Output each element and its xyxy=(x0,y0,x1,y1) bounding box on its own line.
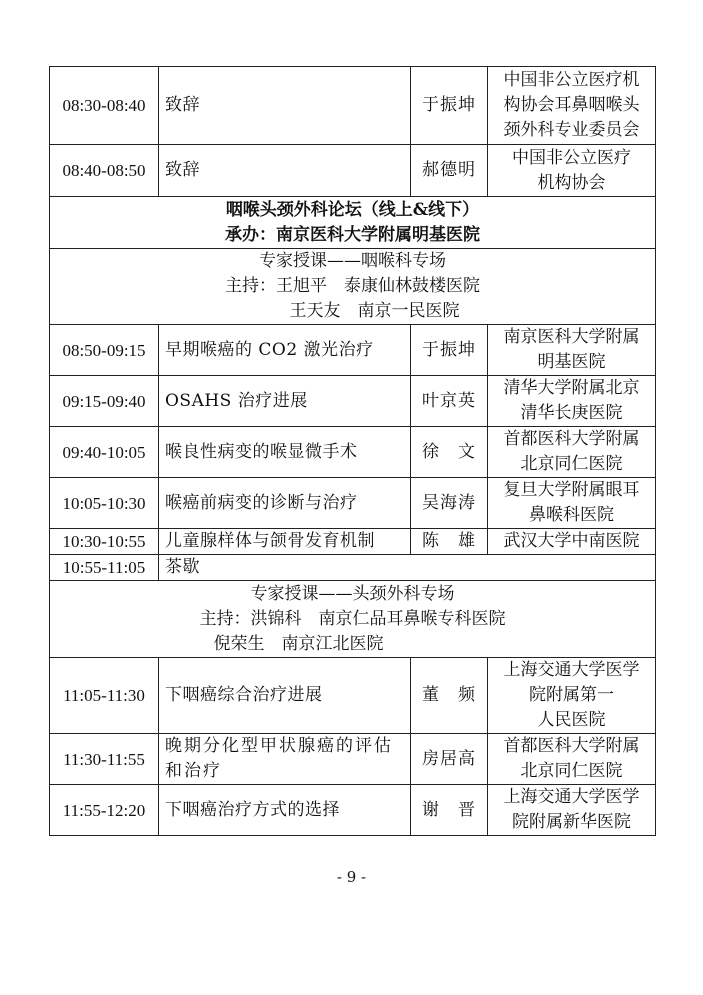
topic-cell: 致辞 xyxy=(159,67,411,145)
forum-title: 咽喉头颈外科论坛（线上&线下） xyxy=(225,199,480,220)
session-header xyxy=(50,581,656,658)
topic-cell: 喉癌前病变的诊断与治疗 xyxy=(159,478,411,529)
session-header-row xyxy=(50,581,656,658)
org-line: 颈外科专业委员会 xyxy=(503,120,640,140)
topic-cell: 下咽癌治疗方式的选择 xyxy=(159,785,411,836)
forum-header-row xyxy=(50,197,656,249)
time-cell: 10:55-11:05 xyxy=(50,555,159,581)
speaker-cell: 谢 晋 xyxy=(411,785,488,836)
time-cell: 09:40-10:05 xyxy=(50,427,159,478)
topic-cell: 晚期分化型甲状腺癌的评估和治疗 xyxy=(159,734,411,785)
org-line: 清华长庚医院 xyxy=(520,403,623,423)
schedule-row xyxy=(50,325,656,376)
time-cell: 08:40-08:50 xyxy=(50,145,159,197)
org-cell xyxy=(488,325,656,376)
time-cell: 11:30-11:55 xyxy=(50,734,159,785)
speaker-cell: 吴海涛 xyxy=(411,478,488,529)
session-chair: 倪荣生 南京江北医院 xyxy=(213,633,384,654)
org-line: 鼻喉科医院 xyxy=(529,505,614,525)
org-line: 上海交通大学医学 xyxy=(503,660,640,680)
schedule-table xyxy=(49,66,656,836)
org-line: 武汉大学中南医院 xyxy=(503,531,640,551)
time-cell: 08:50-09:15 xyxy=(50,325,159,376)
topic-cell: 喉良性病变的喉显微手术 xyxy=(159,427,411,478)
schedule-row xyxy=(50,529,656,555)
schedule-row xyxy=(50,427,656,478)
org-cell xyxy=(488,67,656,145)
org-cell xyxy=(488,734,656,785)
speaker-cell: 陈 雄 xyxy=(411,529,488,555)
session-header-row xyxy=(50,249,656,325)
org-line: 中国非公立医疗机 xyxy=(503,70,640,90)
org-line: 明基医院 xyxy=(537,352,606,372)
topic-cell: 儿童腺样体与颌骨发育机制 xyxy=(159,529,411,555)
org-line: 人民医院 xyxy=(537,710,606,730)
time-cell: 11:05-11:30 xyxy=(50,658,159,734)
session-title: 专家授课——头颈外科专场 xyxy=(250,583,455,604)
org-cell xyxy=(488,658,656,734)
session-chair: 主持：王旭平 泰康仙林鼓楼医院 xyxy=(225,276,480,296)
org-line: 院附属第一 xyxy=(529,685,614,705)
topic-cell: 下咽癌综合治疗进展 xyxy=(159,658,411,734)
speaker-cell: 董 频 xyxy=(411,658,488,734)
speaker-cell: 于振坤 xyxy=(411,67,488,145)
schedule-row xyxy=(50,145,656,197)
session-chair: 王天友 南京一民医院 xyxy=(289,301,460,321)
time-cell: 10:30-10:55 xyxy=(50,529,159,555)
org-line: 机构协会 xyxy=(537,172,606,193)
schedule-row xyxy=(50,478,656,529)
time-cell: 09:15-09:40 xyxy=(50,376,159,427)
speaker-cell: 于振坤 xyxy=(411,325,488,376)
org-cell xyxy=(488,376,656,427)
forum-header xyxy=(50,197,656,249)
forum-host: 承办：南京医科大学附属明基医院 xyxy=(225,224,480,245)
schedule-row xyxy=(50,734,656,785)
org-line: 上海交通大学医学 xyxy=(503,787,640,807)
schedule-row xyxy=(50,785,656,836)
org-cell xyxy=(488,427,656,478)
topic-cell: 早期喉癌的 CO2 激光治疗 xyxy=(159,325,411,376)
page-number: - 9 - xyxy=(336,868,367,886)
org-line: 首都医科大学附属 xyxy=(503,736,640,756)
time-cell: 08:30-08:40 xyxy=(50,67,159,145)
org-line: 清华大学附属北京 xyxy=(503,378,640,398)
schedule-row xyxy=(50,376,656,427)
speaker-cell: 徐 文 xyxy=(411,427,488,478)
org-cell xyxy=(488,478,656,529)
session-title: 专家授课——咽喉科专场 xyxy=(259,251,446,271)
speaker-cell: 房居高 xyxy=(411,734,488,785)
break-label: 茶歇 xyxy=(159,555,656,581)
org-line: 中国非公立医疗 xyxy=(512,147,631,168)
speaker-cell: 叶京英 xyxy=(411,376,488,427)
topic-cell: 致辞 xyxy=(159,145,411,197)
org-line: 首都医科大学附属 xyxy=(503,429,640,449)
time-cell: 11:55-12:20 xyxy=(50,785,159,836)
org-line: 北京同仁医院 xyxy=(520,761,623,781)
org-line: 院附属新华医院 xyxy=(512,812,631,832)
org-cell xyxy=(488,785,656,836)
session-header xyxy=(50,249,656,325)
org-cell xyxy=(488,145,656,197)
break-row xyxy=(50,555,656,581)
org-line: 复旦大学附属眼耳 xyxy=(503,480,640,500)
org-line: 构协会耳鼻咽喉头 xyxy=(503,95,640,115)
time-cell: 10:05-10:30 xyxy=(50,478,159,529)
org-line: 北京同仁医院 xyxy=(520,454,623,474)
schedule-row xyxy=(50,67,656,145)
session-chair: 主持：洪锦科 南京仁品耳鼻喉专科医院 xyxy=(199,608,506,629)
org-cell xyxy=(488,529,656,555)
org-line: 南京医科大学附属 xyxy=(503,327,640,347)
topic-cell: OSAHS 治疗进展 xyxy=(159,376,411,427)
speaker-cell: 郝德明 xyxy=(411,145,488,197)
schedule-row xyxy=(50,658,656,734)
